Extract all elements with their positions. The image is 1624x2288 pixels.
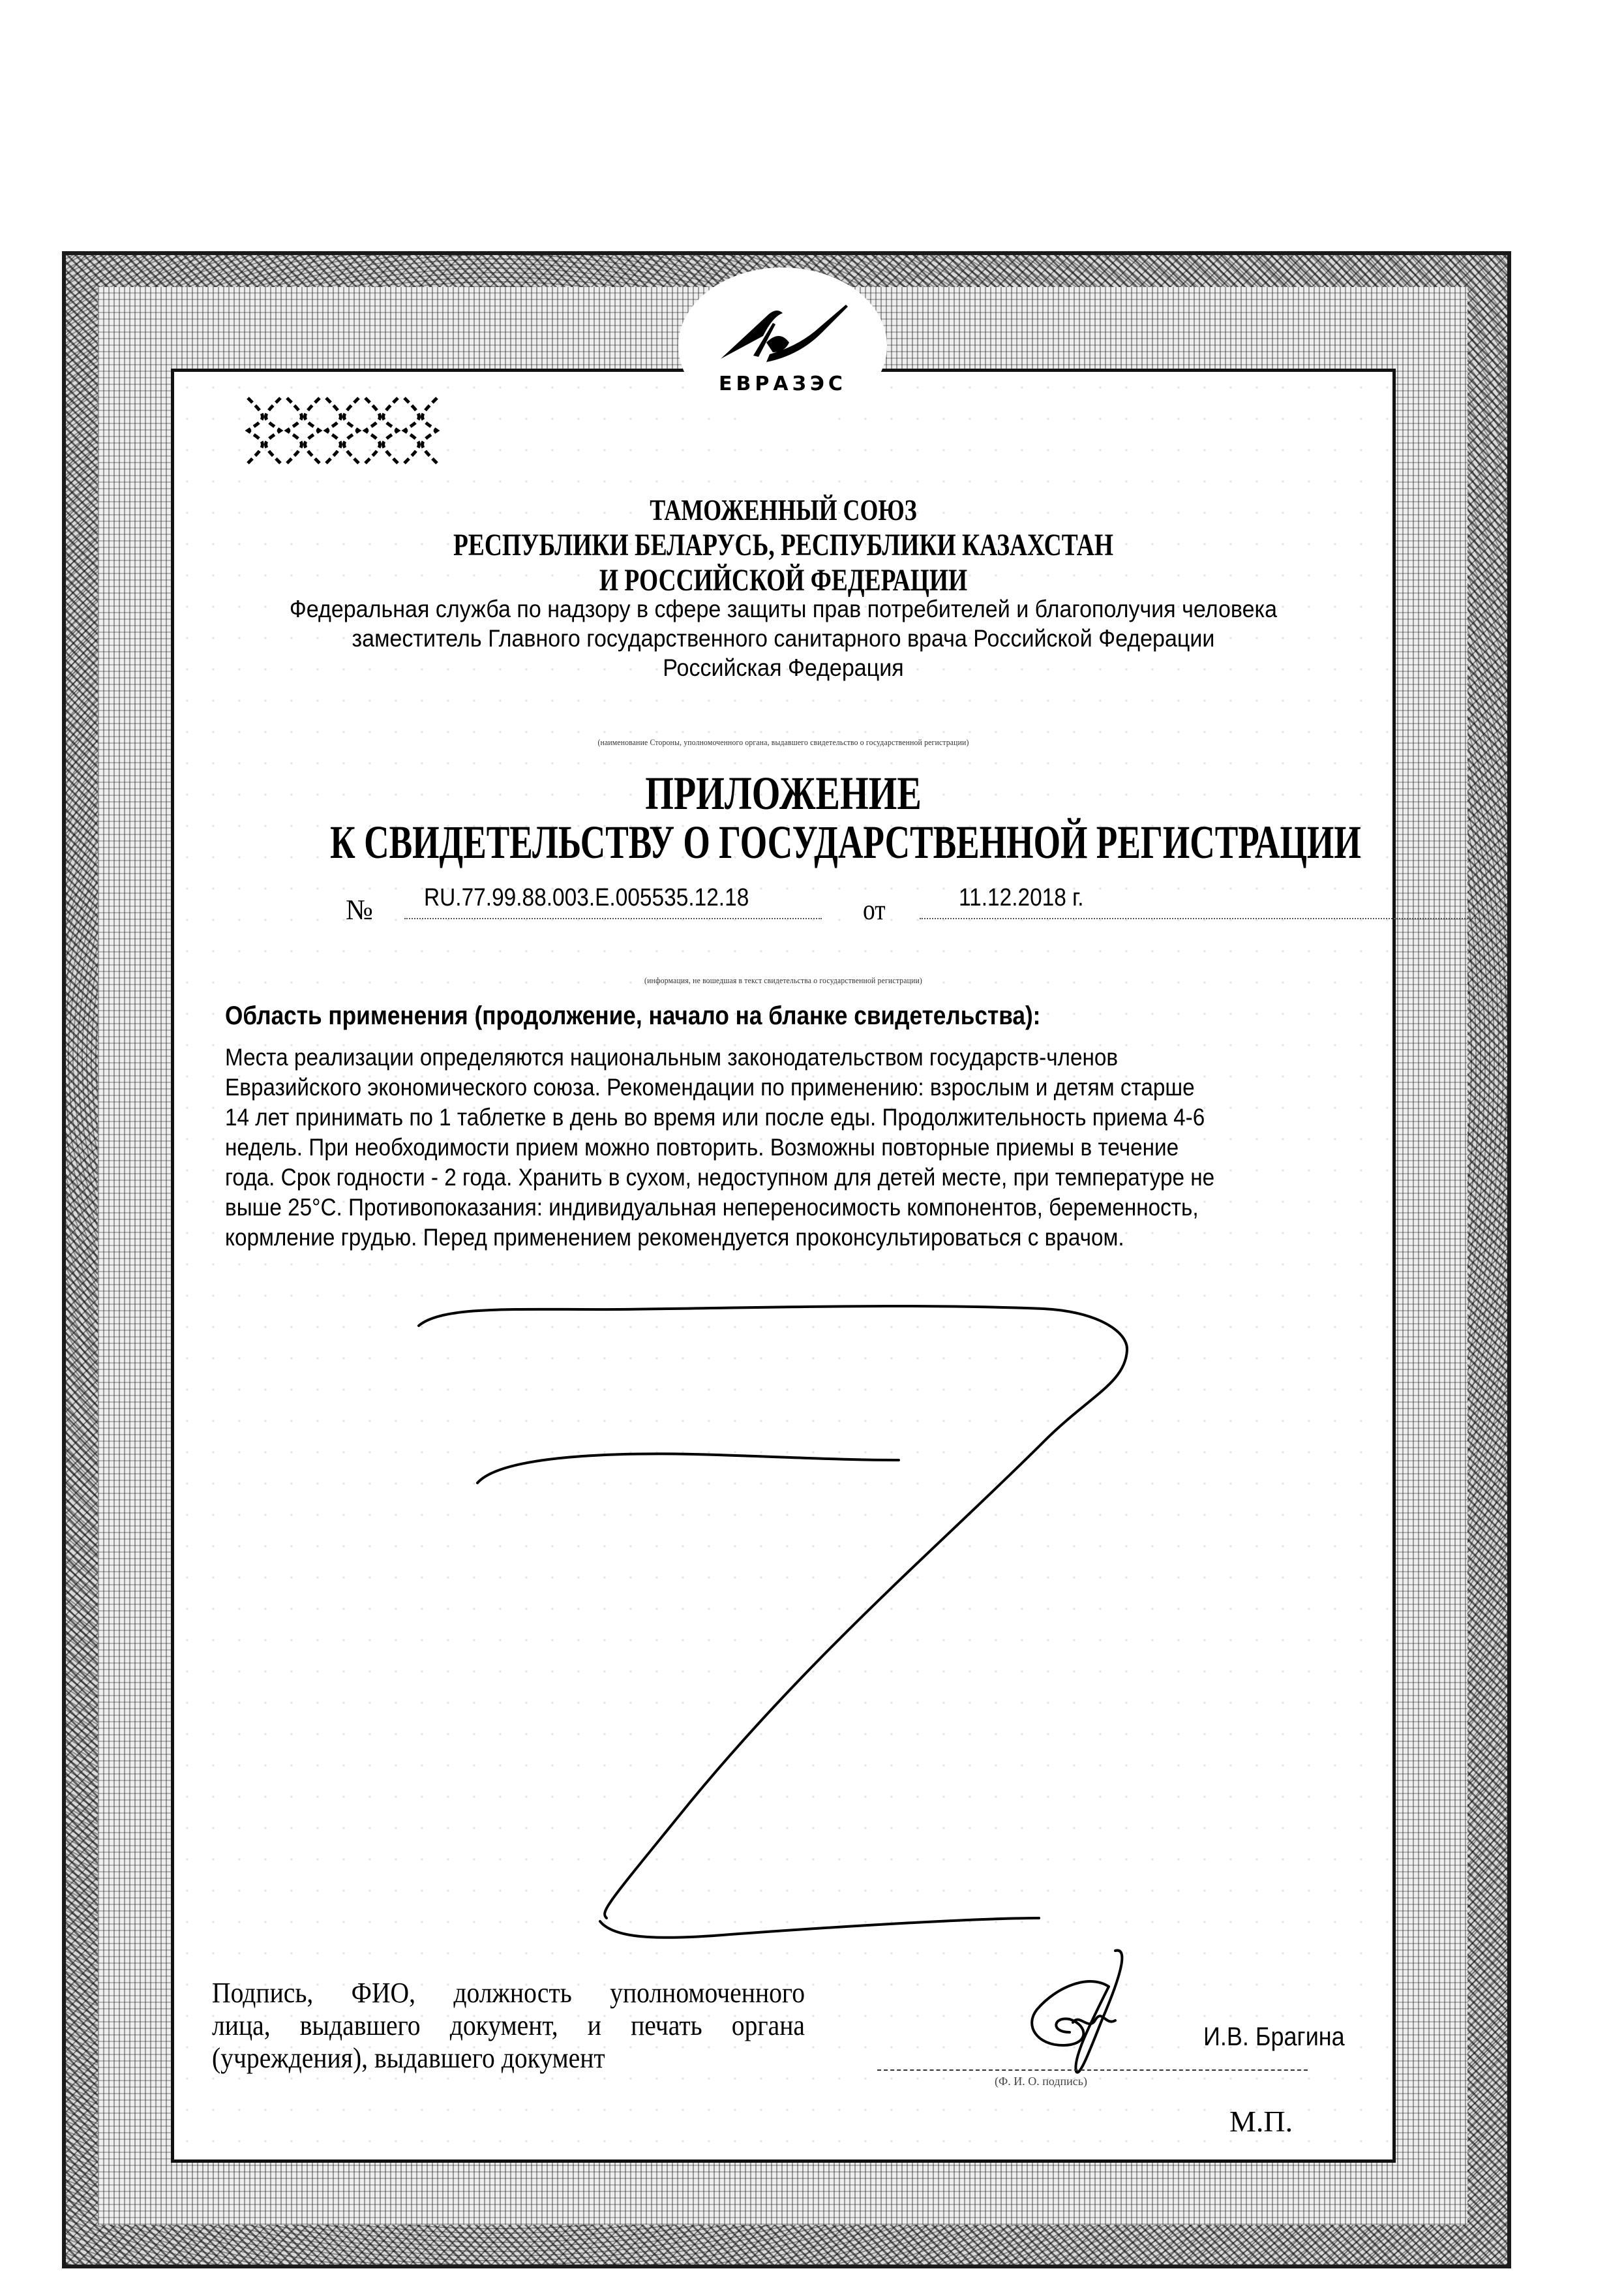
signature-underline [877,2069,1308,2071]
customs-union-title: ТАМОЖЕННЫЙ СОЮЗ [650,493,917,526]
scope-line: 14 лет принимать по 1 таблетке в день во время или после еды. Продолжительность приема 4-6 [225,1104,1205,1131]
document-title: ПРИЛОЖЕНИЕ [645,767,922,819]
registration-date: 11.12.2018 г. [959,884,1084,911]
guilloche-security-ornament-icon [241,391,463,470]
date-label: от [863,894,886,926]
registration-caption: (информация, не вошедшая в текст свидетельства о государственной регистрации) [644,975,922,985]
signature-label [212,1977,805,2075]
scope-section [225,1001,1399,1253]
signature-label-line: Подпись, ФИО, должность уполномоченного [212,1977,805,2009]
scope-line: выше 25°С. Противопоказания: индивидуальная непереносимость компонентов, беременность, [225,1194,1199,1221]
signature-label-line: лица, выдавшего документ, и печать органа [212,2009,805,2041]
authority-caption: (наименование Стороны, уполномоченного органа, выдавшего свидетельство о государственной регистрации) [597,737,969,747]
customs-union-members: РЕСПУБЛИКИ БЕЛАРУСЬ, РЕСПУБЛИКИ КАЗАХСТАН [453,528,1113,562]
issuing-agency: Федеральная служба по надзору в сфере защиты прав потребителей и благополучия человека [289,596,1278,622]
number-sign-label: № [346,894,373,926]
eurasec-logo [678,267,887,424]
issuer-country: Российская Федерация [663,654,904,681]
document-subtitle: К СВИДЕТЕЛЬСТВУ О ГОСУДАРСТВЕННОЙ РЕГИСТРАЦИИ [330,816,1361,868]
customs-union-russia: И РОССИЙСКОЙ ФЕДЕРАЦИИ [599,563,968,598]
logo-text: ЕВРАЗЭС [719,372,847,395]
signature-label-line: (учреждения), выдавшего документ [212,2042,605,2074]
eurasec-emblem-icon [708,297,858,369]
number-underline [404,918,822,919]
scope-line: года. Срок годности - 2 года. Хранить в сухом, недоступном для детей месте, при температуре не [225,1164,1215,1191]
scope-line: недель. При необходимости прием можно повторить. Возможны повторные приемы в течение [225,1134,1179,1161]
signer-name: И.В. Брагина [1203,2022,1345,2051]
stamp-place-label: М.П. [1229,2105,1293,2138]
signature-caption: (Ф. И. О. подпись) [995,2075,1087,2088]
scope-line: Места реализации определяются национальным законодательством государств-членов [225,1044,1119,1071]
scope-title: Область применения (продолжение, начало на бланке свидетельства): [225,1001,1041,1030]
z-strikeout-mark-icon [391,1292,1370,1944]
issuer-position: заместитель Главного государственного санитарного врача Российской Федерации [352,625,1215,652]
scope-line: Евразийского экономического союза. Рекомендации по применению: взрослым и детям старше [225,1074,1195,1101]
date-underline [920,918,1481,919]
scope-line: кормление грудью. Перед применением рекомендуется проконсультироваться с врачом. [225,1224,1124,1251]
registration-number: RU.77.99.88.003.Е.005535.12.18 [424,884,749,911]
